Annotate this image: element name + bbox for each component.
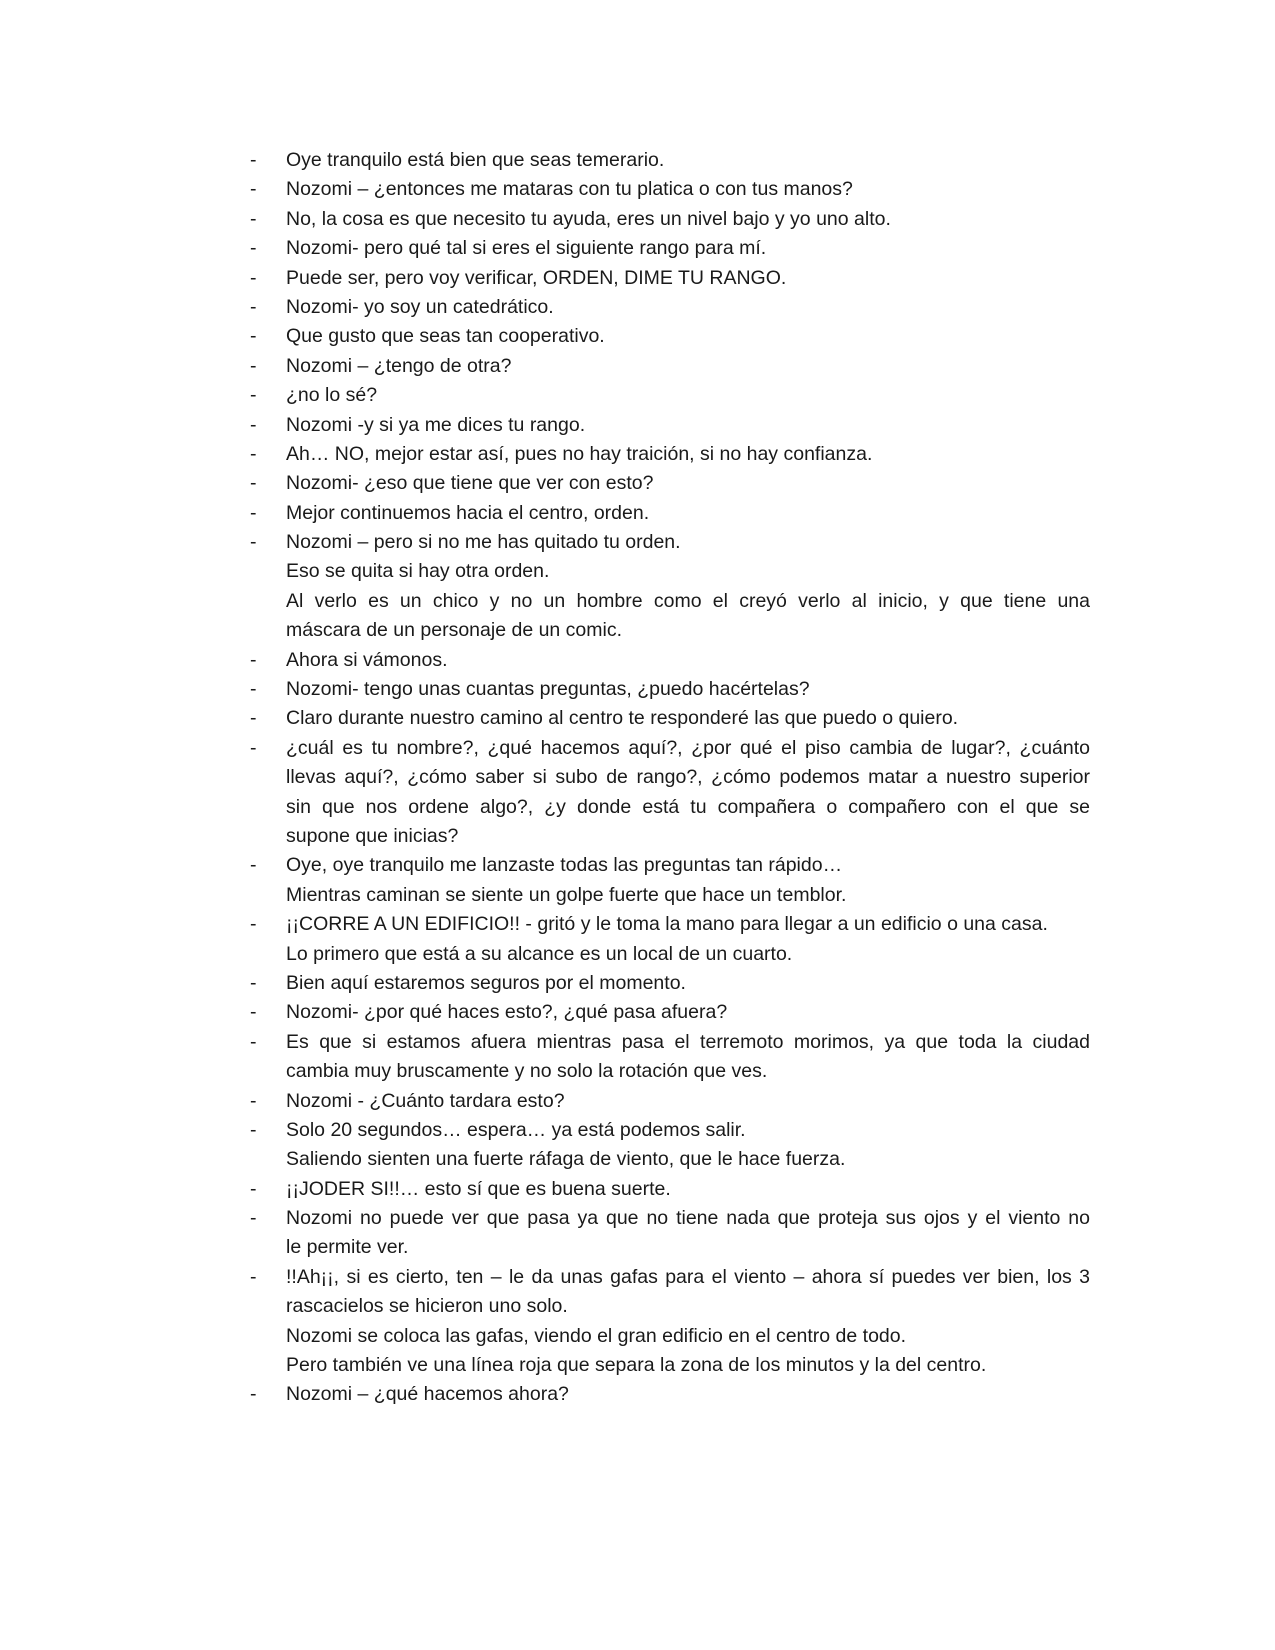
text-line	[250, 205, 1090, 234]
line-text: Nozomi- pero qué tal si eres el siguiente rango para mí.	[286, 237, 767, 260]
text-line	[250, 322, 1090, 351]
list-dash-marker: -	[250, 1030, 257, 1053]
text-line	[250, 763, 1090, 792]
line-text: Mejor continuemos hacia el centro, orden.	[286, 501, 650, 524]
line-text: Nozomi- ¿eso que tiene que ver con esto?	[286, 472, 654, 495]
list-dash-marker: -	[250, 266, 257, 289]
line-text: rascacielos se hicieron uno solo.	[286, 1295, 568, 1318]
line-text: cambia muy bruscamente y no solo la rotación que ves.	[286, 1060, 768, 1083]
text-line	[250, 793, 1090, 822]
text-line	[250, 1263, 1090, 1292]
text-line	[250, 440, 1090, 469]
text-line	[250, 1292, 1090, 1321]
list-dash-marker: -	[250, 1089, 257, 1112]
line-text: Ah… NO, mejor estar así, pues no hay traición, si no hay confianza.	[286, 442, 873, 465]
list-dash-marker: -	[250, 325, 257, 348]
text-line	[250, 264, 1090, 293]
list-dash-marker: -	[250, 384, 257, 407]
text-line	[250, 822, 1090, 851]
text-line	[250, 352, 1090, 381]
line-text: Ahora si vámonos.	[286, 648, 448, 671]
text-line	[250, 1204, 1090, 1233]
text-line	[250, 1145, 1090, 1174]
text-line	[250, 528, 1090, 557]
text-line	[250, 646, 1090, 675]
text-line	[250, 940, 1090, 969]
line-text: Claro durante nuestro camino al centro te responderé las que puedo o quiero.	[286, 707, 959, 730]
line-text: sin que nos ordene algo?, ¿y donde está tu compañera o compañero con el que se	[286, 795, 1090, 818]
list-dash-marker: -	[250, 707, 257, 730]
line-text: ¿no lo sé?	[286, 384, 378, 407]
line-text: ¡¡CORRE A UN EDIFICIO!! - gritó y le toma la mano para llegar a un edificio o una casa.	[286, 913, 1048, 936]
text-line	[250, 1087, 1090, 1116]
line-text: Nozomi - ¿Cuánto tardara esto?	[286, 1089, 565, 1112]
line-text: Que gusto que seas tan cooperativo.	[286, 325, 605, 348]
line-text: Al verlo es un chico y no un hombre como el creyó verlo al inicio, y que tiene una	[286, 589, 1090, 612]
text-line	[250, 293, 1090, 322]
text-line	[250, 704, 1090, 733]
line-text: supone que inicias?	[286, 824, 459, 847]
line-text: Eso se quita si hay otra orden.	[286, 560, 550, 583]
line-text: Nozomi- tengo unas cuantas preguntas, ¿puedo hacértelas?	[286, 678, 810, 701]
list-dash-marker: -	[250, 442, 257, 465]
line-text: Nozomi – pero si no me has quitado tu orden.	[286, 531, 681, 554]
text-line	[250, 851, 1090, 880]
text-line	[250, 381, 1090, 410]
list-dash-marker: -	[250, 736, 257, 759]
text-line	[250, 234, 1090, 263]
line-text: Solo 20 segundos… espera… ya está podemos salir.	[286, 1118, 746, 1141]
line-text: Mientras caminan se siente un golpe fuerte que hace un temblor.	[286, 883, 847, 906]
line-text: Pero también ve una línea roja que separa la zona de los minutos y la del centro.	[286, 1354, 987, 1377]
line-text: le permite ver.	[286, 1236, 409, 1259]
list-dash-marker: -	[250, 1118, 257, 1141]
text-line	[250, 1057, 1090, 1086]
line-text: llevas aquí?, ¿cómo saber si subo de rango?, ¿cómo podemos matar a nuestro superior	[286, 766, 1090, 789]
text-line	[250, 469, 1090, 498]
text-line	[250, 998, 1090, 1027]
list-dash-marker: -	[250, 354, 257, 377]
line-text: Nozomi- yo soy un catedrático.	[286, 295, 554, 318]
list-dash-marker: -	[250, 1265, 257, 1288]
line-text: Oye tranquilo está bien que seas temerario.	[286, 149, 665, 171]
list-dash-marker: -	[250, 149, 257, 171]
text-line	[250, 499, 1090, 528]
list-dash-marker: -	[250, 237, 257, 260]
text-line	[250, 1322, 1090, 1351]
list-dash-marker: -	[250, 207, 257, 230]
text-line	[250, 969, 1090, 998]
text-line	[250, 1028, 1090, 1057]
list-dash-marker: -	[250, 178, 257, 201]
text-line	[250, 146, 1090, 175]
list-dash-marker: -	[250, 531, 257, 554]
text-line	[250, 1233, 1090, 1262]
list-dash-marker: -	[250, 1207, 257, 1230]
text-line	[250, 1116, 1090, 1145]
line-text: Saliendo sienten una fuerte ráfaga de viento, que le hace fuerza.	[286, 1148, 846, 1171]
line-text: ¿cuál es tu nombre?, ¿qué hacemos aquí?, ¿por qué el piso cambia de lugar?, ¿cuánto	[286, 736, 1090, 759]
text-line	[250, 1380, 1090, 1409]
line-text: Nozomi -y si ya me dices tu rango.	[286, 413, 586, 436]
list-dash-marker: -	[250, 971, 257, 994]
line-text: Oye, oye tranquilo me lanzaste todas las preguntas tan rápido…	[286, 854, 843, 877]
line-text: Es que si estamos afuera mientras pasa el terremoto morimos, ya que toda la ciudad	[286, 1030, 1090, 1053]
list-dash-marker: -	[250, 913, 257, 936]
line-text: No, la cosa es que necesito tu ayuda, eres un nivel bajo y yo uno alto.	[286, 207, 891, 230]
text-line	[250, 587, 1090, 616]
line-text: Nozomi – ¿entonces me mataras con tu platica o con tus manos?	[286, 178, 853, 201]
line-text: Nozomi – ¿tengo de otra?	[286, 354, 512, 377]
text-line	[250, 881, 1090, 910]
line-text: Nozomi- ¿por qué haces esto?, ¿qué pasa afuera?	[286, 1001, 728, 1024]
line-text: !!Ah¡¡, si es cierto, ten – le da unas gafas para el viento – ahora sí puedes ver bien, los 3	[286, 1265, 1090, 1288]
line-text: Nozomi se coloca las gafas, viendo el gran edificio en el centro de todo.	[286, 1324, 907, 1347]
list-dash-marker: -	[250, 472, 257, 495]
line-text: Nozomi – ¿qué hacemos ahora?	[286, 1383, 569, 1406]
line-text: Puede ser, pero voy verificar, ORDEN, DIME TU RANGO.	[286, 266, 787, 289]
text-line	[250, 557, 1090, 586]
list-dash-marker: -	[250, 1177, 257, 1200]
line-text: Lo primero que está a su alcance es un local de un cuarto.	[286, 942, 793, 965]
line-text: ¡¡JODER SI!!… esto sí que es buena suerte.	[286, 1177, 671, 1200]
list-dash-marker: -	[250, 501, 257, 524]
list-dash-marker: -	[250, 1001, 257, 1024]
list-dash-marker: -	[250, 854, 257, 877]
text-line	[250, 1175, 1090, 1204]
dialogue-text-body	[250, 146, 1090, 1410]
text-line	[250, 734, 1090, 763]
list-dash-marker: -	[250, 1383, 257, 1406]
line-text: Nozomi no puede ver que pasa ya que no tiene nada que proteja sus ojos y el viento no	[286, 1207, 1090, 1230]
list-dash-marker: -	[250, 648, 257, 671]
text-line	[250, 411, 1090, 440]
line-text: Bien aquí estaremos seguros por el momento.	[286, 971, 686, 994]
text-line	[250, 1351, 1090, 1380]
list-dash-marker: -	[250, 413, 257, 436]
text-line	[250, 675, 1090, 704]
text-line	[250, 175, 1090, 204]
text-line	[250, 910, 1090, 939]
text-line	[250, 616, 1090, 645]
line-text: máscara de un personaje de un comic.	[286, 619, 623, 642]
list-dash-marker: -	[250, 295, 257, 318]
list-dash-marker: -	[250, 678, 257, 701]
